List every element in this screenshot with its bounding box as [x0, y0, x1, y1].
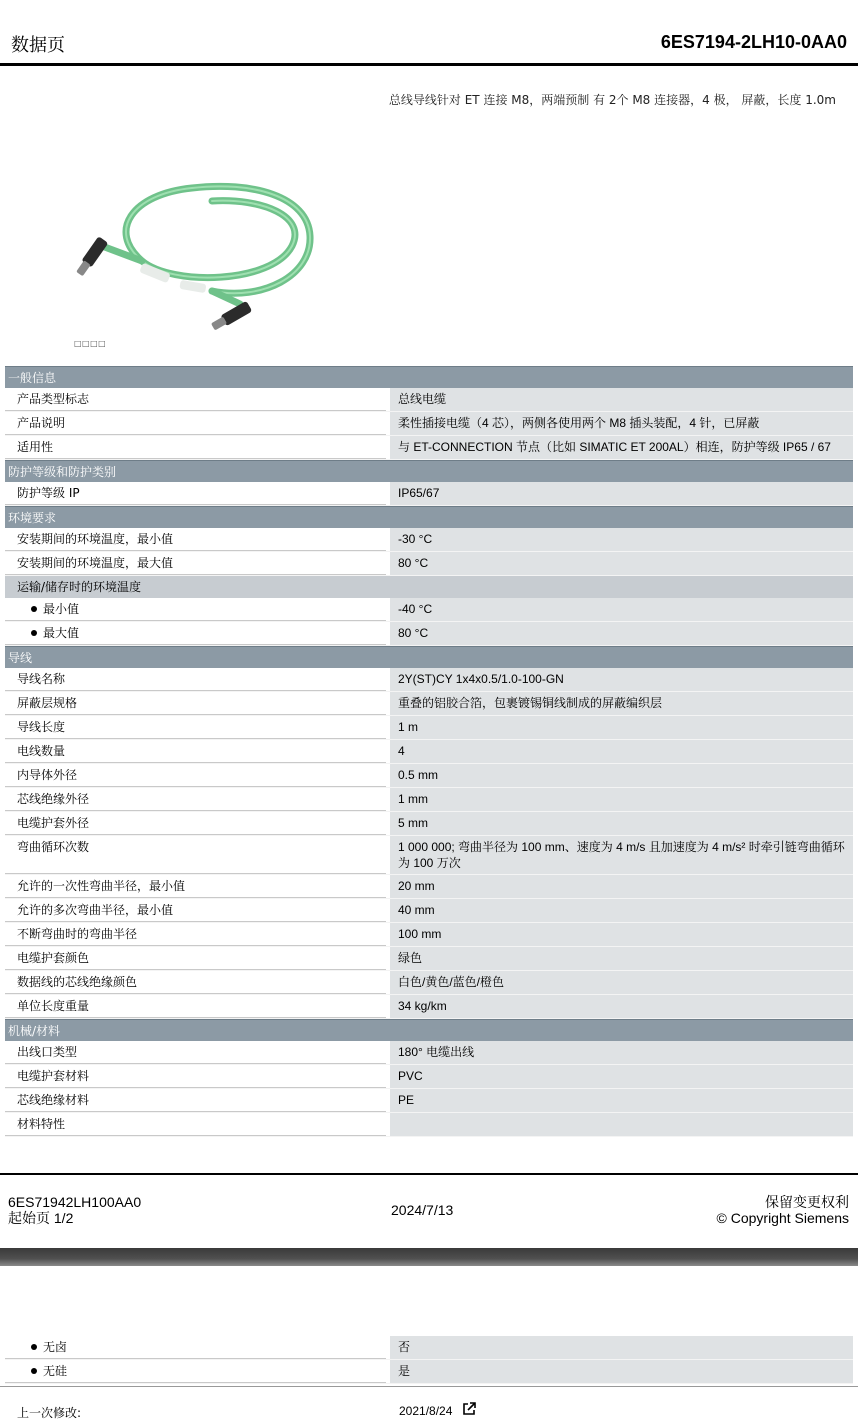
header-divider — [0, 63, 858, 66]
spec-table — [5, 366, 853, 1137]
table-row — [5, 740, 853, 764]
row-value: 2Y(ST)CY 1x4x0.5/1.0-100-GN — [390, 668, 853, 691]
table-row — [5, 923, 853, 947]
section-header-general: 一般信息 — [5, 366, 853, 388]
table-row — [5, 1113, 853, 1137]
page-title: 数据页 — [11, 35, 65, 56]
row-label: 出线口类型 — [5, 1041, 386, 1064]
row-value: 是 — [390, 1360, 853, 1383]
row-value: 白色/黄色/蓝色/橙色 — [390, 971, 853, 994]
row-value: 绿色 — [390, 947, 853, 970]
row-value: 4 — [390, 740, 853, 763]
row-label: 不断弯曲时的弯曲半径 — [5, 923, 386, 946]
row-label: 电缆护套外径 — [5, 812, 386, 835]
table-row — [5, 622, 853, 646]
table-row — [5, 971, 853, 995]
footer-divider — [0, 1173, 858, 1175]
row-label: 电缆护套颜色 — [5, 947, 386, 970]
product-image — [62, 176, 322, 346]
table-row — [5, 1041, 853, 1065]
page2-table — [5, 1336, 853, 1384]
product-description: 总线导线针对 ET 连接 M8，两端预制 有 2个 M8 连接器，4 极， 屏蔽，长度 1.0m — [388, 93, 836, 107]
bullet-icon — [31, 1344, 37, 1350]
footer-date: 2024/7/13 — [391, 1202, 454, 1218]
row-value: 5 mm — [390, 812, 853, 835]
row-label: 最小值 — [5, 598, 386, 621]
table-row — [5, 436, 853, 460]
table-row — [5, 668, 853, 692]
row-value: 100 mm — [390, 923, 853, 946]
row-value: 20 mm — [390, 875, 853, 898]
table-row — [5, 388, 853, 412]
table-row — [5, 899, 853, 923]
row-value: PE — [390, 1089, 853, 1112]
row-value: 80 °C — [390, 622, 853, 645]
row-value: 0.5 mm — [390, 764, 853, 787]
row-label: 安装期间的环境温度，最小值 — [5, 528, 386, 551]
table-row — [5, 788, 853, 812]
row-label: 导线名称 — [5, 668, 386, 691]
row-value: 80 °C — [390, 552, 853, 575]
image-caption: □□□□ — [74, 339, 107, 348]
row-value: 1 000 000; 弯曲半径为 100 mm、速度为 4 m/s 且加速度为 4 m/s² 时牵引链弯曲循环为 100 万次 — [390, 836, 853, 874]
subsection-header-storage-temp: 运输/储存时的环境温度 — [5, 576, 853, 598]
table-row — [5, 552, 853, 576]
table-row — [5, 412, 853, 436]
row-value: -40 °C — [390, 598, 853, 621]
order-number: 6ES7194-2LH10-0AA0 — [660, 32, 847, 52]
footer-left — [8, 1194, 141, 1226]
external-link-icon[interactable] — [462, 1402, 476, 1416]
row-value: 否 — [390, 1336, 853, 1359]
section-header-protection: 防护等级和防护类别 — [5, 460, 853, 482]
row-label: 适用性 — [5, 436, 386, 459]
section-header-environment: 环境要求 — [5, 506, 853, 528]
footer-article-number: 6ES71942LH100AA0 — [8, 1194, 142, 1210]
footer-copyright: © Copyright Siemens — [716, 1210, 849, 1226]
table-row — [5, 692, 853, 716]
row-label: 无卤 — [5, 1336, 386, 1359]
table-row — [5, 1336, 853, 1360]
row-value: IP65/67 — [390, 482, 853, 505]
footer-rights: 保留变更权利 — [765, 1194, 849, 1210]
table-row — [5, 1089, 853, 1113]
row-label: 弯曲循环次数 — [5, 836, 386, 874]
row-value: 1 m — [390, 716, 853, 739]
bullet-icon — [31, 630, 37, 636]
row-value: 1 mm — [390, 788, 853, 811]
bullet-icon — [31, 1368, 37, 1374]
last-modified-label: 上一次修改: — [17, 1406, 82, 1420]
table-row — [5, 836, 853, 875]
footer-page-number: 起始页 1/2 — [8, 1210, 74, 1226]
table-row — [5, 1360, 853, 1384]
row-value: 与 ET-CONNECTION 节点（比如 SIMATIC ET 200AL）相连，防护等级 IP65 / 67 — [390, 436, 853, 459]
row-value: 180° 电缆出线 — [390, 1041, 853, 1064]
last-modified — [0, 1386, 858, 1420]
row-label: 产品说明 — [5, 412, 386, 435]
table-row — [5, 764, 853, 788]
section-header-mechanical: 机械/材料 — [5, 1019, 853, 1041]
row-label: 最大值 — [5, 622, 386, 645]
table-row — [5, 995, 853, 1019]
row-value: PVC — [390, 1065, 853, 1088]
table-row — [5, 482, 853, 506]
row-value: 34 kg/km — [390, 995, 853, 1018]
row-label: 防护等级 IP — [5, 482, 386, 505]
row-label: 单位长度重量 — [5, 995, 386, 1018]
row-label: 允许的一次性弯曲半径，最小值 — [5, 875, 386, 898]
table-row — [5, 528, 853, 552]
bullet-icon — [31, 606, 37, 612]
row-label: 材料特性 — [5, 1113, 386, 1136]
row-label: 安装期间的环境温度，最大值 — [5, 552, 386, 575]
page-header — [0, 0, 858, 68]
row-label: 屏蔽层规格 — [5, 692, 386, 715]
row-label: 无硅 — [5, 1360, 386, 1383]
row-label: 芯线绝缘外径 — [5, 788, 386, 811]
row-label: 电缆护套材料 — [5, 1065, 386, 1088]
row-value: 重叠的铝胶合箔，包裹镀锡铜线制成的屏蔽编织层 — [390, 692, 853, 715]
row-value: 总线电缆 — [390, 388, 853, 411]
row-label: 产品类型标志 — [5, 388, 386, 411]
table-row — [5, 812, 853, 836]
table-row — [5, 875, 853, 899]
section-header-cable: 导线 — [5, 646, 853, 668]
row-label: 芯线绝缘材料 — [5, 1089, 386, 1112]
table-row — [5, 716, 853, 740]
row-label: 数据线的芯线绝缘颜色 — [5, 971, 386, 994]
footer-right — [717, 1194, 849, 1226]
row-value: -30 °C — [390, 528, 853, 551]
row-label: 导线长度 — [5, 716, 386, 739]
table-row — [5, 1065, 853, 1089]
row-value: 柔性插接电缆（4 芯），两侧各使用两个 M8 插头装配，4 针，已屏蔽 — [390, 412, 853, 435]
row-value: 40 mm — [390, 899, 853, 922]
row-value — [390, 1113, 853, 1136]
table-row — [5, 598, 853, 622]
row-label: 电线数量 — [5, 740, 386, 763]
page-break — [0, 1248, 858, 1266]
row-label: 允许的多次弯曲半径，最小值 — [5, 899, 386, 922]
last-modified-date[interactable]: 2021/8/24 — [399, 1404, 453, 1418]
table-row — [5, 947, 853, 971]
row-label: 内导体外径 — [5, 764, 386, 787]
